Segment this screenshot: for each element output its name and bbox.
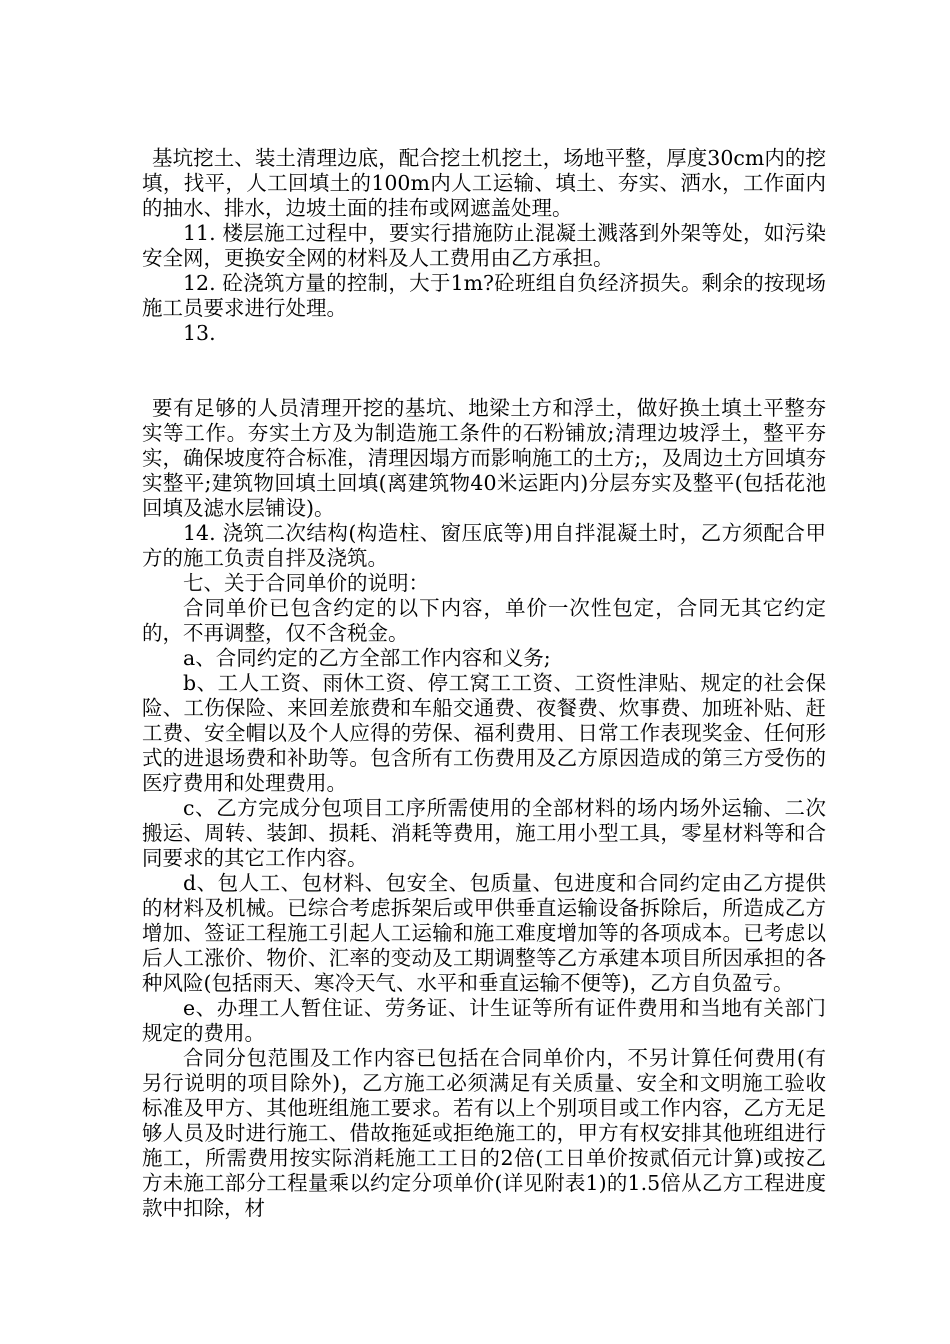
blank-gap — [142, 346, 826, 396]
paragraph-item-14: 14. 浇筑二次结构(构造柱、窗压底等)用自拌混凝土时，乙方须配合甲方的施工负责自拌及浇筑。 — [142, 521, 826, 570]
paragraph-clause-b: b、工人工资、雨休工资、停工窝工工资、工资性津贴、规定的社会保险、工伤保险、来回差旅费和车船交通费、夜餐费、炊事费、加班补贴、赶工费、安全帽以及个人应得的劳保、福利费用、日常工作表现奖金、任何形式的进退场费和补助等。包含所有工伤费用及乙方原因造成的第三方受伤的医疗费用和处理费用。 — [142, 671, 826, 795]
paragraph-clause-d: d、包人工、包材料、包安全、包质量、包进度和合同约定由乙方提供的材料及机械。已综合考虑拆架后或甲供垂直运输设备拆除后，所造成乙方增加、签证工程施工引起人工运输和施工难度增加等的各项成本。已考虑以后人工涨价、物价、汇率的变动及工期调整等乙方承建本项目所因承担的各种风险(包括雨天、寒冷天气、水平和垂直运输不便等)，乙方自负盈亏。 — [142, 871, 826, 995]
paragraph-clause-c: c、乙方完成分包项目工序所需使用的全部材料的场内场外运输、二次搬运、周转、装卸、损耗、消耗等费用，施工用小型工具，零星材料等和合同要求的其它工作内容。 — [142, 796, 826, 870]
paragraph-item-12: 12. 砼浇筑方量的控制，大于1m?砼班组自负经济损失。剩余的按现场施工员要求进行处理。 — [142, 271, 826, 320]
paragraph-clause-e: e、办理工人暂住证、劳务证、计生证等所有证件费用和当地有关部门规定的费用。 — [142, 996, 826, 1045]
paragraph-scope-note: 合同分包范围及工作内容已包括在合同单价内，不另计算任何费用(有另行说明的项目除外)，乙方施工必须满足有关质量、安全和文明施工验收标准及甲方、其他班组施工要求。若有以上个别项目或工作内容，乙方无足够人员及时进行施工、借故拖延或拒绝施工的，甲方有权安排其他班组进行施工，所需费用按实际消耗施工工日的2倍(工日单价按贰佰元计算)或按乙方未施工部分工程量乘以约定分项单价(详见附表1)的1.5倍从乙方工程进度款中扣除，材 — [142, 1046, 826, 1220]
paragraph-clause-a: a、合同约定的乙方全部工作内容和义务; — [183, 646, 551, 670]
document-body — [142, 146, 826, 1221]
paragraph-unit-price-intro: 合同单价已包含约定的以下内容，单价一次性包定，合同无其它约定的，不再调整，仅不含税金。 — [142, 596, 826, 645]
paragraph-earthwork: 基坑挖土、装土清理边底，配合挖土机挖土，场地平整，厚度30cm内的挖填，找平，人工回填土的100m内人工运输、填土、夯实、洒水，工作面内的抽水、排水，边坡土面的挂布或网遮盖处理。 — [142, 146, 826, 220]
section-heading-unit-price: 七、关于合同单价的说明： — [183, 571, 429, 595]
paragraph-item-11: 11. 楼层施工过程中，要实行措施防止混凝土溅落到外架等处，如污染安全网，更换安全网的材料及人工费用由乙方承担。 — [142, 221, 826, 270]
paragraph-item-13: 13. — [183, 321, 216, 345]
paragraph-cleanup: 要有足够的人员清理开挖的基坑、地梁土方和浮土，做好换土填土平整夯实等工作。夯实土方及为制造施工条件的石粉铺放;清理边坡浮土，整平夯实，确保坡度符合标准，清理因塌方而影响施工的土方;，及周边土方回填夯实整平;建筑物回填土回填(离建筑物40米运距内)分层夯实及整平(包括花池回填及滤水层铺设)。 — [142, 396, 826, 520]
